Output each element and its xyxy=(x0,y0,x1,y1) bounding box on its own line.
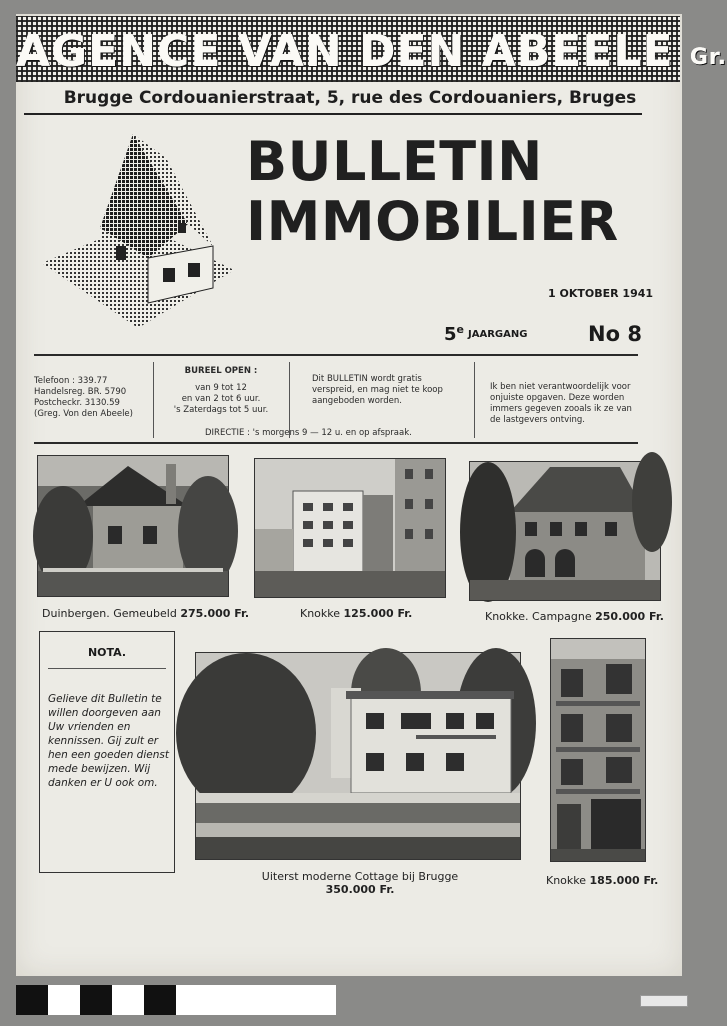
listing-caption-3: Knokke. Campagne 250.000 Fr. xyxy=(485,610,664,623)
nota-body: Gelieve dit Bulletin te willen doorgeven aan Uw vrienden en kennissen. Gij zult er hen een goeden dienst mede bewijzen. Wij danken er U ook om. xyxy=(48,693,169,789)
responsibility-note: Ik ben niet verantwoordelijk voor onjuiste opgaven. Deze worden immers gegeven zooals ik ze van de lastgevers ontving. xyxy=(490,382,632,425)
directie-hours: DIRECTIE : 's morgens 9 — 12 u. en op afspraak. xyxy=(205,428,412,438)
info-divider xyxy=(153,362,154,438)
property-photo-knokke-campagne xyxy=(469,461,661,601)
issue-date: 1 OKTOBER 1941 xyxy=(548,287,654,300)
archive-scale-bar xyxy=(16,985,336,1015)
property-photo-duinbergen xyxy=(37,455,229,597)
listing-caption-1: Duinbergen. Gemeubeld 275.000 Fr. xyxy=(42,607,250,620)
listing-caption-5: Knokke 185.000 Fr. xyxy=(546,874,659,887)
office-hours: BUREEL OPEN : van 9 tot 12 en van 2 tot 6 uur. 's Zaterdags tot 5 uur. xyxy=(173,366,269,415)
agency-banner xyxy=(16,16,727,82)
bulletin-free-note: Dit BULLETIN wordt gratis verspreid, en mag niet te koop aangeboden worden. xyxy=(312,374,443,406)
property-photo-knokke xyxy=(254,458,446,598)
listing-caption-2: Knokke 125.000 Fr. xyxy=(300,607,413,620)
agency-name: AGENCE VAN DEN ABEELE xyxy=(16,26,674,77)
volume-label: 5e JAARGANG xyxy=(444,323,528,345)
nota-divider xyxy=(48,668,166,669)
info-top-rule xyxy=(34,354,638,356)
property-photo-cottage-brugge xyxy=(195,652,521,860)
agency-address: Brugge Cordouanierstraat, 5, rue des Cordouaniers, Bruges xyxy=(63,88,637,108)
house-logo-icon xyxy=(38,128,238,333)
info-divider xyxy=(474,362,475,438)
nota-title: NOTA. xyxy=(87,646,127,659)
contact-info: Telefoon : 339.77 Handelsreg. BR. 5790 Postcheckr. 3130.59 (Greg. Von den Abeele) xyxy=(34,376,133,419)
archive-label xyxy=(640,995,688,1007)
bulletin-title: BULLETIN IMMOBILIER xyxy=(246,130,619,253)
agency-suffix: Gr. xyxy=(689,45,727,70)
address-rule xyxy=(24,113,642,115)
listing-caption-4: Uiterst moderne Cottage bij Brugge 350.000 Fr. xyxy=(261,870,459,896)
nota-box xyxy=(39,631,175,873)
property-photo-knokke-facade xyxy=(550,638,646,862)
issue-number: No 8 xyxy=(588,322,642,346)
info-divider xyxy=(289,362,290,438)
